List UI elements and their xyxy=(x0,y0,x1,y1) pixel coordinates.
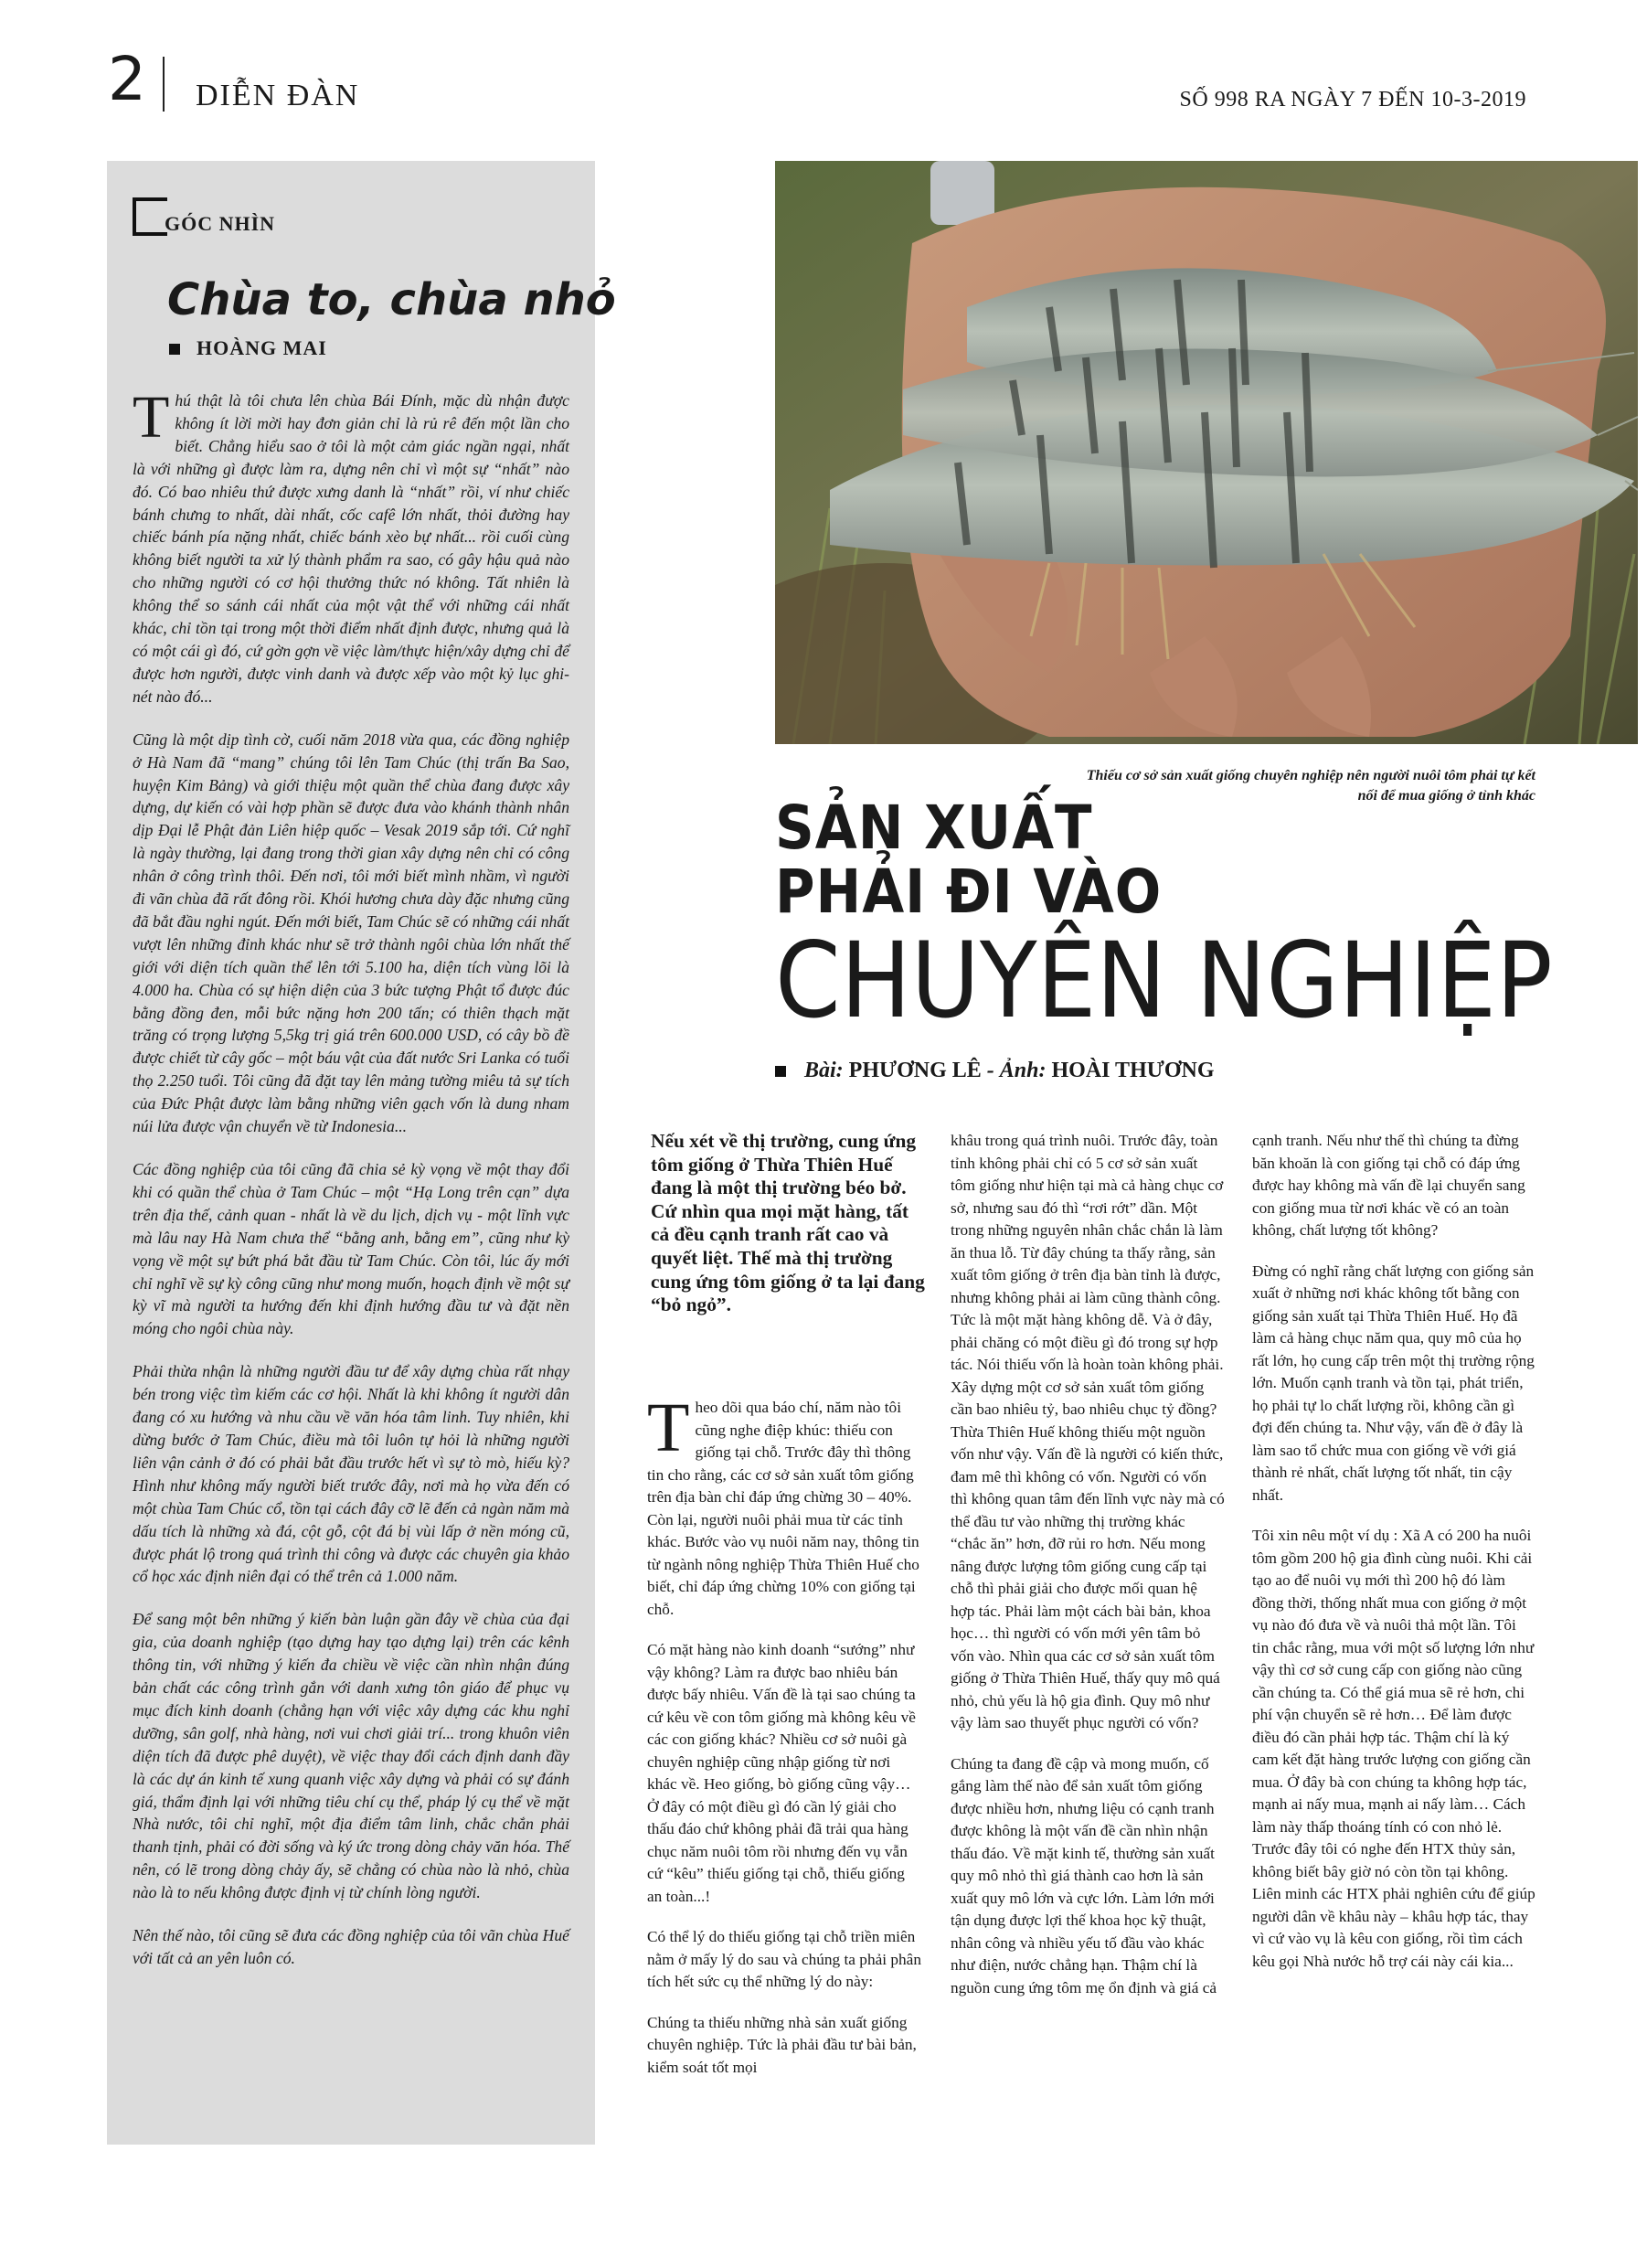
headline-line-3: CHUYÊN NGHIỆP xyxy=(775,920,1553,1041)
column-author xyxy=(169,336,327,360)
bullet-square-icon xyxy=(169,344,180,355)
column-paragraph: Phải thừa nhận là những người đầu tư để xây dựng chùa rất nhạy bén trong việc tìm kiếm các cơ hội. Nhất là khi không ít người dân đang có xu hướng và nhu cầu về văn hóa tâm linh. Tuy nhiên, khi dừng bước ở Tam Chúc, điều mà tôi luôn tự hỏi là những người liên vận cảnh ở đó có phải bắt đầu trước hết vì sự tò mò, hiếu kỳ? Hình như không mấy người biết trước đây, nơi mà họ vừa đến có một chùa Tam Chúc cổ, tồn tại cách đây cỡ lẽ đến cả ngàn năm mà dấu tích là những xà đá, cột gỗ, cột đá bị vùi lấp ở nền móng cũ, được phát lộ trong quá trình thi công và được các chuyên gia khảo cổ học xác định niên đại có thể trên cả 1.000 năm. xyxy=(133,1362,569,1586)
column-paragraph: Để sang một bên những ý kiến bàn luận gần đây về chùa của đại gia, của doanh nghiệp (tạo dựng hay tạo dựng lại) trên các kênh thông tin, với những ý kiến đa chiều về việc cần nhìn nhận đúng bản chất các công trình gắn với danh xưng tôn giáo để phục vụ mục đích kinh doanh (chẳng hạn với việc xây dựng các khu nghỉ dưỡng, sân golf, nhà hàng, nơi vui chơi giải trí... trong khuôn viên diện tích đã được phê duyệt), về việc thay đổi cách định danh đầy là các dự án kinh tế xung quanh việc xây dựng và phải có sự đánh giá, thẩm định lại với những tiêu chí cụ thể, pháp lý cụ thể về mặt Nhà nước, tôi chỉ nghĩ, một địa điểm tâm linh, chắc chắn phải thanh tịnh, phải có đời sống và ký ức trong dòng chảy văn hóa. Thế nên, có lẽ trong dòng chảy ấy, sẽ chẳng có chùa nào là nhỏ, chùa nào là to nếu không được định vị từ chính lòng người. xyxy=(133,1610,569,1902)
byline-author: PHƯƠNG LÊ xyxy=(848,1059,982,1082)
byline-photographer: HOÀI THƯƠNG xyxy=(1051,1059,1215,1082)
article-paragraph: Tôi xin nêu một ví dụ : Xã A có 200 ha nuôi tôm gồm 200 hộ gia đình cùng nuôi. Khi cải tạo ao để nuôi vụ mới thì 200 hộ đó làm đồng thời, thống nhất mua con giống ở một vụ nào đó đưa về và nuôi thả một lần. Tôi tin chắc rằng, mua với một số lượng lớn như vậy thì cơ sở cung cấp con giống nào cũng cần chúng ta. Có thể giá mua sẽ rẻ hơn, chi phí vận chuyển sẽ rẻ hơn… Để làm được điều đó cần phải hợp tác. Thậm chí là ký cam kết đặt hàng trước lượng con giống cần mua. Ở đây bà con chúng ta không hợp tác, mạnh ai nấy mua, mạnh ai nấy làm… Cách làm này thấp thoáng tính có con nhỏ lẻ. Trước đây tôi có nghe đến HTX thủy sản, không biết bây giờ nó còn tồn tại không. Liên minh các HTX phải nghiên cứu để giúp người dân về khâu này – khâu hợp tác, thay vì cứ vào vụ là kêu con giống, rồi tìm cách kêu gọi Nhà nước hỗ trợ cái này cái kia... xyxy=(1252,1527,1535,1970)
column-author-name: HOÀNG MAI xyxy=(197,336,327,359)
article-paragraph: cạnh tranh. Nếu như thế thì chúng ta đừng băn khoăn là con giống tại chỗ có đáp ứng được hay không mà vấn đề lại chuyển sang con giống mua từ nơi khác về có an toàn không, chất lượng tốt không? xyxy=(1252,1132,1525,1239)
article-dropcap: T xyxy=(647,1390,690,1466)
article-column-2 xyxy=(951,1130,1225,2018)
article-paragraph: Có mặt hàng nào kinh doanh “sướng” như vậy không? Làm ra được bao nhiêu bán được bấy nhiêu. Vấn đề là tại sao chúng ta cứ kêu về con tôm giống mà không kêu về các con giống khác? Nhiều cơ sở nuôi gà chuyên nghiệp cũng nhập giống từ nơi khác về. Heo giống, bò giống cũng vậy… Ở đây có một điều gì đó cần lý giải cho thấu đáo chứ không phải đã trải qua hàng chục năm nuôi tôm rồi nhưng đến vụ vẫn cứ “kêu” thiếu giống tại chỗ, thiếu giống an toàn...! xyxy=(647,1641,916,1905)
article-paragraph: Chúng ta đang đề cập và mong muốn, cố gắng làm thế nào để sản xuất tôm giống được nhiều hơn, nhưng liệu có cạnh tranh được không là một vấn đề cần nhìn nhận thấu đáo. Về mặt kinh tế, thường sản xuất quy mô nhỏ thì giá thành cao hơn là sản xuất quy mô lớn và cực lớn. Làm lớn mới tận dụng được lợi thế khoa học kỹ thuật, nhân công và nhiều yếu tố đầu vào khác như điện, nước chẳng hạn. Thậm chí là nguồn cung ứng tôm mẹ ổn định và giá cả xyxy=(951,1754,1217,1996)
column-paragraph: Nên thế nào, tôi cũng sẽ đưa các đồng nghiệp của tôi vãn chùa Huế với tất cả an yên luôn có. xyxy=(133,1926,569,1967)
byline xyxy=(775,1059,1215,1083)
issue-info: SỐ 998 RA NGÀY 7 ĐẾN 10-3-2019 xyxy=(1179,88,1526,112)
article-column-3 xyxy=(1252,1130,1535,1991)
article-paragraph: Có thể lý do thiếu giống tại chỗ triền miên nằm ở mấy lý do sau và chúng ta phải phân tích hết sức cụ thể những lý do này: xyxy=(647,1928,921,1990)
article-column-1 xyxy=(647,1390,921,2097)
byline-label-text: Bài: xyxy=(804,1059,844,1082)
shrimp-photo xyxy=(775,161,1638,744)
article-paragraph: Chúng ta thiếu những nhà sản xuất giống chuyên nghiệp. Tức là phải đầu tư bài bản, kiểm soát tốt mọi xyxy=(647,2013,917,2076)
column-paragraph: Các đồng nghiệp của tôi cũng đã chia sẻ kỳ vọng về một thay đổi khi có quần thể chùa ở Tam Chúc – một “Hạ Long trên cạn” dựa trên địa thế, cảnh quan - nhất là về du lịch, dịch vụ - một lĩnh vực mà lâu nay Hà Nam chưa thể “bằng anh, bằng em”, cũng như kỳ vọng về một sự bứt phá bắt đầu từ Tam Chúc. Còn tôi, lúc ấy mới chỉ nghĩ về sự kỳ công cũng như mong muốn, hoạch định về một sự kỳ vĩ mà người ta hướng đến khi định hướng đầu tư và đặt nền móng cho ngôi chùa này. xyxy=(133,1160,569,1338)
column-title: Chùa to, chùa nhỏ xyxy=(167,274,616,325)
header-divider xyxy=(163,57,165,112)
section-name: DIỄN ĐÀN xyxy=(196,79,360,112)
article-paragraph: khâu trong quá trình nuôi. Trước đây, toàn tỉnh không phải chỉ có 5 cơ sở sản xuất tôm giống như hiện tại mà cả hàng chục cơ sở, nhưng sau đó thì “rơi rớt” dần. Một trong những nguyên nhân chắc chắn là làm ăn thua lỗ. Từ đây chúng ta thấy rằng, sản xuất tôm giống ở trên địa bàn tỉnh là được, nhưng không phải ai làm cũng thành công. Tức là một mặt hàng không dễ. Và ở đây, phải chăng có một điều gì đó trong sự hợp tác. Nói thiếu vốn là hoàn toàn không phải. Xây dựng một cơ sở sản xuất tôm giống cần bao nhiêu tỷ, bao nhiêu chục tỷ đồng? Thừa Thiên Huế không thiếu một nguồn vốn như vậy. Vấn đề là người có kiến thức, đam mê thì không có vốn. Người có vốn thì không quan tâm đến lĩnh vực này mà có thể đầu tư vào những thị trường khác “chắc ăn” hơn, đỡ rủi ro hơn. Nếu mong nâng được lượng tôm giống cung cấp tại chỗ thì phải giải cho được mối quan hệ hợp tác. Phải làm một cách bài bản, khoa học… thì người có vốn mới yên tâm bỏ vốn vào. Nhìn qua các cơ sở sản xuất tôm giống ở Thừa Thiên Huế, thấy quy mô quá nhỏ, chủ yếu là hộ gia đình. Quy mô như vậy làm sao thuyết phục người có vốn? xyxy=(951,1132,1225,1731)
column-label: GÓC NHÌN xyxy=(165,212,276,235)
article-lead: Nếu xét về thị trường, cung ứng tôm giống ở Thừa Thiên Huế đang là một thị trường béo bở. Cứ nhìn qua mọi mặt hàng, tất cả đều cạnh tranh rất cao và quyết liệt. Thế mà thị trường cung ứng tôm giống ở ta lại đang “bỏ ngỏ”. xyxy=(651,1130,925,1316)
article-paragraph: Theo dõi qua báo chí, năm nào tôi cũng nghe điệp khúc: thiếu con giống tại chỗ. Trước đây thì thông tin cho rằng, các cơ sở sản xuất tôm giống trên địa bàn chỉ đáp ứng chừng 30 – 40%. Còn lại, người nuôi phải mua từ các tỉnh khác. Bước vào vụ nuôi năm nay, thông tin từ ngành nông nghiệp Thừa Thiên Huế cho biết, chỉ đáp ứng chừng 10% con giống tại chỗ. xyxy=(647,1390,919,1618)
column-body xyxy=(133,384,569,1990)
page-number: 2 xyxy=(108,44,146,114)
byline-photo-label: - Ảnh: xyxy=(986,1059,1047,1082)
corner-bracket-icon xyxy=(133,197,167,236)
headline-line-2: PHẢI ĐI VÀO xyxy=(775,857,1163,927)
column-paragraph: Cũng là một dịp tình cờ, cuối năm 2018 vừa qua, các đồng nghiệp ở Hà Nam đã “mang” chúng tôi lên Tam Chúc (thị trấn Ba Sao, huyện Kim Bảng) và giới thiệu một quần thể chùa đang được xây dựng, dự kiến có vài hợp phần sẽ được đưa vào khánh thành nhân dịp Đại lễ Phật đản Liên hiệp quốc – Vesak 2019 sắp tới. Cứ nghĩ là ngày thường, lại đang trong thời gian xây dựng nên chỉ có công nhân ở công trình thôi. Đến nơi, tôi mới biết mình nhầm, vì người đi vãn chùa đã rất đông rồi. Khói hương chưa dày đặc nhưng cũng đã bắt đầu nghi ngút. Đến mới biết, Tam Chúc sẽ có những cái nhất vượt lên những đỉnh khác như sẽ trở thành ngôi chùa lớn nhất thế giới với diện tích quần thể lên tới 5.100 ha, diện tích vùng lõi là 4.000 ha. Chùa có sự hiện diện của 3 bức tượng Phật tổ được đúc bằng đồng đen, mỗi bức nặng hơn 200 tấn; có thiên thạch mặt trăng có trọng lượng 5,5kg trị giá trên 600.000 USD, có cây bồ đề được chiết từ cây gốc – một báu vật của đất nước Sri Lanka có tuổi thọ 2.250 tuổi. Tôi cũng đã đặt tay lên mảng tường miêu tả sự tích của Đức Phật được làm bằng những viên gạch vốn là dung nham núi lửa được vận chuyển về từ Indonesia... xyxy=(133,729,569,1136)
photo-caption: Thiếu cơ sở sản xuất giống chuyên nghiệp nên người nuôi tôm phải tự kết nối để mua giống ở tỉnh khác xyxy=(1086,768,1535,804)
bullet-square-icon xyxy=(775,1066,786,1077)
shrimp-illustration xyxy=(775,161,1638,744)
column-dropcap: T xyxy=(133,384,170,451)
column-paragraph: Thú thật là tôi chưa lên chùa Bái Đính, mặc dù nhận được không ít lời mời hay đơn giản chỉ là rủ rê đến một lần cho biết. Chẳng hiểu sao ở tôi là một cảm giác ngần ngại, nhất là với những gì được làm ra, dựng nên chỉ vì một sự “nhất” nào đó. Có bao nhiêu thứ được xưng danh là “nhất” rồi, ví như chiếc bánh chưng to nhất, dài nhất, cốc cafê lớn nhất, thỏi đường hay chiếc bánh pía nặng nhất, chiếc bánh xèo bự nhất... rồi cuối cùng không biết người ta xử lý thành phẩm ra sao, có gây hậu quả nào cho những người có cơ hội thưởng thức nó không. Tất nhiên là không thể so sánh cái nhất của một vật thể với những cái nhất khác, chỉ tồn tại trong một thời điểm nhất định được, nhưng quả là có một cái gì đó, cứ gờn gợn về việc làm/thực hiện/xây dựng chỉ để được hơn người, được vinh danh và được xếp vào một kỷ lục ghi-nét nào đó... xyxy=(133,384,569,706)
headline-line-1: SẢN XUẤT xyxy=(775,793,1093,863)
article-paragraph: Đừng có nghĩ rằng chất lượng con giống sản xuất ở những nơi khác không tốt bằng con giống sản xuất tại Thừa Thiên Huế. Họ đã làm cả hàng chục năm qua, quy mô của họ rất lớn, họ cung cấp trên một thị trường rộng lớn. Muốn cạnh tranh và tồn tại, phát triển, họ phải tự lo chất lượng rồi, không cần gì đợi đến chúng ta. Như vậy, vấn đề ở đây là làm sao tổ chức mua con giống về với giá thành rẻ nhất, chất lượng tốt nhất, tin cậy nhất. xyxy=(1252,1262,1535,1504)
